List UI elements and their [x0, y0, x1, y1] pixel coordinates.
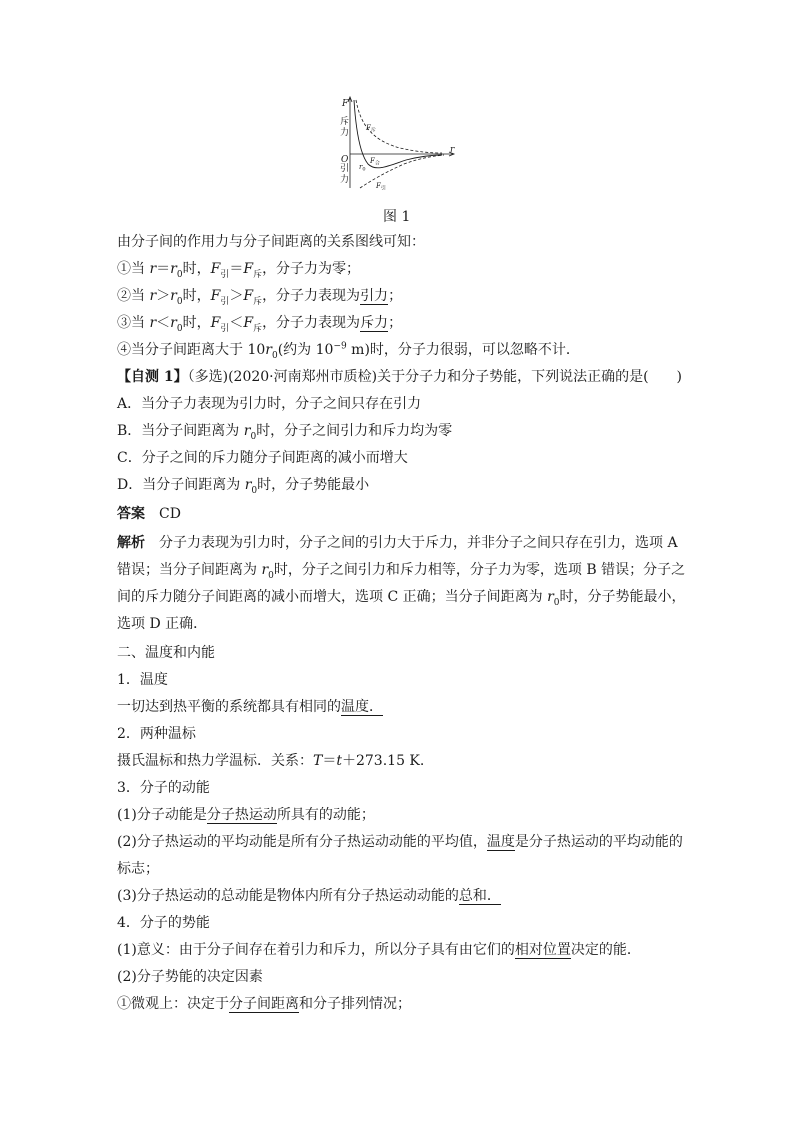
text-span: r	[261, 562, 269, 578]
text-span: F	[243, 261, 254, 277]
option-c	[117, 448, 408, 468]
text-span: （多选)(2020·河南郑州市质检)关于分子力和分子势能，下列说法正确的是( )	[187, 369, 683, 385]
text-span: ，分子力为零；	[262, 261, 361, 277]
underlined-answer: 温度．	[341, 699, 383, 715]
text-span: 摄氏温标和热力学温标．关系：	[117, 753, 313, 769]
text-span: 时，	[182, 288, 211, 304]
text-span: 一切达到热平衡的系统都具有相同的	[117, 699, 341, 715]
text-span: ＞	[156, 288, 171, 304]
text-span: 标志；	[117, 861, 159, 877]
text-line	[117, 286, 402, 306]
text-span: (1)意义：由于分子间存在着引力和斥力，所以分子具有由它们的	[117, 942, 515, 958]
text-span: r	[243, 423, 251, 439]
text-span: 分子力表现为引力时，分子之间的引力大于斥力，并非分子之间只存在引力，选项 A	[145, 535, 678, 551]
text-line	[117, 832, 683, 852]
text-span: 时，	[182, 261, 211, 277]
text-span: 斥	[253, 296, 263, 307]
text-span: ＞	[229, 288, 244, 304]
text-span: ＝	[229, 261, 244, 277]
analysis-line	[117, 614, 207, 634]
f-attractive-label: $F_引$	[376, 182, 386, 192]
text-line	[117, 313, 402, 333]
underlined-answer: 总和．	[458, 888, 501, 904]
text-span: 2．两种温标	[117, 726, 196, 742]
underlined-answer: 相对位置	[514, 942, 571, 958]
text-span: F	[210, 288, 221, 304]
text-span: m)时，分子力很弱，可以忽略不计．	[346, 342, 580, 358]
text-span: 3．分子的动能	[117, 780, 210, 796]
text-span: −9	[333, 341, 347, 352]
text-span: D．当分子间距离为	[117, 477, 245, 493]
text-line	[117, 886, 501, 906]
text-span: r	[149, 261, 157, 277]
repulsive-label-2: 力	[340, 128, 350, 138]
text-span: 引	[220, 323, 230, 334]
axis-x-label: r	[450, 145, 455, 155]
text-span: F	[243, 288, 254, 304]
text-span: 间的斥力随分子间距离的减小而增大，选项 C 正确；当分子间距离为	[117, 589, 548, 605]
text-span: 【自测 1】	[117, 369, 188, 385]
text-span: 答案	[117, 506, 145, 522]
subsection-heading	[117, 778, 210, 798]
text-line	[117, 340, 580, 360]
text-span: r	[547, 589, 554, 605]
text-span: 0	[251, 485, 258, 496]
text-span: r	[170, 261, 177, 277]
text-span: ①微观上：决定于	[117, 996, 229, 1012]
underlined-answer: 斥力	[360, 315, 389, 331]
underlined-answer: 温度	[486, 834, 515, 850]
text-span: ＝	[156, 261, 171, 277]
force-graph-svg	[330, 92, 460, 202]
axis-y-label: F	[342, 99, 349, 109]
underlined-answer: 分子间距离	[229, 996, 299, 1012]
text-span: 4．分子的势能	[117, 915, 210, 931]
answer-line	[117, 504, 181, 524]
text-span: 时，分子势能最小，	[559, 589, 686, 605]
text-span: 0	[268, 570, 274, 581]
text-span: 1．温度	[117, 672, 168, 688]
text-line	[117, 751, 424, 771]
text-span: 错误；当分子间距离为	[117, 562, 262, 578]
self-test-heading	[117, 367, 682, 387]
text-span: ；	[388, 315, 403, 331]
option-b	[117, 421, 452, 441]
underlined-answer: 分子热运动	[206, 807, 277, 823]
text-span: 0	[176, 323, 183, 334]
resultant-force-curve	[354, 100, 442, 168]
text-span: 0	[271, 350, 278, 361]
text-span: F	[243, 315, 254, 331]
text-span: C．分子之间的斥力随分子间距离的减小而增大	[117, 450, 408, 466]
text-span: 0	[176, 296, 183, 307]
force-distance-graph	[330, 92, 460, 202]
text-span: ，分子力表现为	[262, 315, 361, 331]
text-span: r	[149, 288, 157, 304]
text-span: 斥	[253, 269, 263, 280]
text-span: A．当分子力表现为引力时，分子之间只存在引力	[117, 396, 422, 412]
text-span: ④当分子间距离大于 10	[117, 342, 266, 358]
attractive-label-2: 力	[340, 175, 350, 185]
text-span: 选项 D 正确．	[117, 616, 208, 632]
text-span: ①当	[117, 261, 150, 277]
text-span: ＜	[229, 315, 244, 331]
text-line	[117, 859, 159, 879]
text-span: 二、温度和内能	[117, 645, 215, 661]
option-a	[117, 394, 421, 414]
text-span: ＝	[322, 753, 337, 769]
analysis-line	[117, 560, 685, 580]
text-span: 决定的能．	[570, 942, 641, 958]
text-span: (1)分子动能是	[117, 807, 207, 823]
text-span: r	[170, 288, 177, 304]
analysis-line	[117, 533, 678, 553]
text-line	[117, 232, 425, 252]
text-span: ③当	[117, 315, 150, 331]
text-span: (2)分子热运动的平均动能是所有分子热运动动能的平均值，	[117, 834, 487, 850]
text-line	[117, 994, 411, 1014]
text-span: B．当分子间距离为	[117, 423, 244, 439]
section-heading	[117, 643, 215, 663]
text-span: 0	[250, 431, 257, 442]
text-span: 引	[220, 296, 230, 307]
text-line	[117, 940, 641, 960]
text-span: 时，分子之间引力和斥力相等，分子力为零，选项 B 错误；分子之	[273, 562, 686, 578]
f-repulsive-label: $F_斥$	[366, 124, 376, 134]
text-span: ；	[388, 288, 403, 304]
text-span: CD	[145, 506, 181, 522]
text-line	[117, 805, 375, 825]
repulsive-label-1: 斥	[340, 117, 350, 127]
text-span: 斥	[253, 323, 263, 334]
underlined-answer: 引力	[360, 288, 389, 304]
text-span: r	[149, 315, 157, 331]
text-span: (2)分子势能的决定因素	[117, 969, 263, 985]
text-span: 时，	[182, 315, 211, 331]
text-span: F	[210, 261, 221, 277]
figure-caption: 图 1	[383, 209, 411, 225]
text-span: 时，分子势能最小	[257, 477, 370, 493]
subsection-heading	[117, 724, 196, 744]
analysis-line	[117, 587, 686, 607]
text-span: 解析	[117, 535, 145, 551]
text-span: T	[313, 753, 323, 769]
subsection-heading	[117, 670, 168, 690]
text-span: (约为 10	[277, 342, 334, 358]
f-resultant-label: $F_合$	[370, 157, 380, 167]
text-span: ，分子力表现为	[262, 288, 361, 304]
text-line	[117, 259, 360, 279]
text-line	[117, 697, 383, 717]
text-span: 引	[220, 269, 230, 280]
text-span: ＜	[156, 315, 171, 331]
text-span: ＋273.15 K.	[341, 753, 425, 769]
text-span: 0	[176, 269, 183, 280]
attractive-label-1: 引	[340, 164, 350, 174]
text-span: t	[336, 753, 342, 769]
option-d	[117, 475, 369, 495]
text-span: F	[210, 315, 221, 331]
text-span: (3)分子热运动的总动能是物体内所有分子热运动动能的	[117, 888, 459, 904]
text-span: 和分子排列情况；	[299, 996, 411, 1012]
origin-label: O	[341, 155, 349, 165]
subsection-heading	[117, 913, 210, 933]
text-span: r	[244, 477, 252, 493]
intro-text: 由分子间的作用力与分子间距离的关系图线可知：	[117, 234, 425, 250]
text-span: r	[170, 315, 177, 331]
text-span: 0	[553, 597, 560, 608]
text-span: 是分子热运动的平均动能的	[514, 834, 683, 850]
text-line	[117, 967, 263, 987]
text-span: ②当	[117, 288, 150, 304]
text-span: 所具有的动能；	[276, 807, 375, 823]
text-span: 时，分子之间引力和斥力均为零	[256, 423, 453, 439]
text-span: r	[265, 342, 272, 358]
r0-label: $r_0$	[359, 163, 366, 173]
